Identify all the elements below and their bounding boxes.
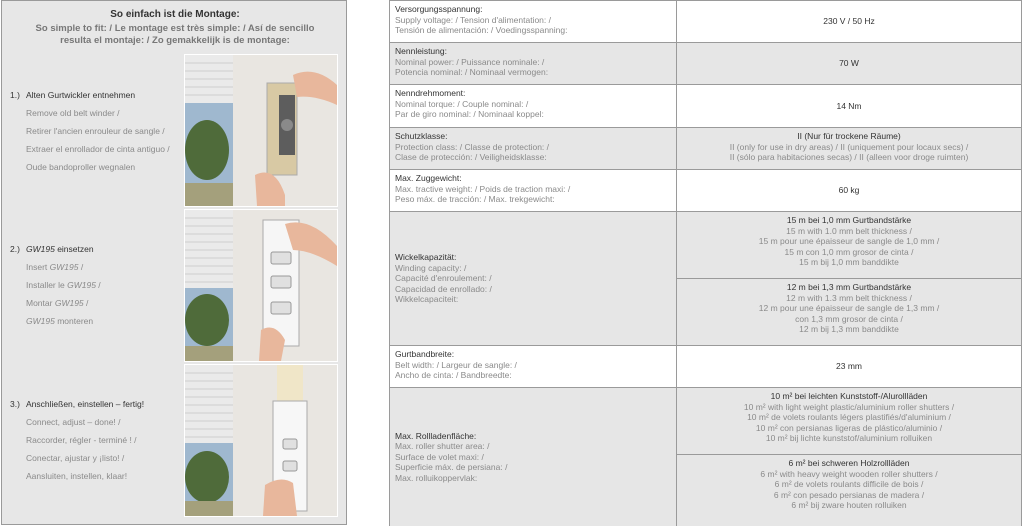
step-2 — [10, 240, 101, 330]
spec-label — [390, 1, 677, 42]
spec-label — [390, 128, 677, 169]
step-translation: Montar GW195 / — [26, 298, 89, 308]
value-translation: 10 m² bij lichte kunststof/aluminium rolluiken — [765, 433, 933, 444]
label-translation: Max. tractive weight: / Poids de traction maxi: / — [395, 183, 571, 194]
step-1 — [10, 86, 170, 176]
label-translation: Max. rolluikoppervlak: — [395, 472, 478, 483]
value-de: 10 m² bei leichten Kunststoff-/Alurollläden — [770, 391, 928, 401]
label-de: Schutzklasse: — [395, 131, 448, 141]
step-label: einsetzen — [54, 244, 94, 254]
value-translation: 15 m con 1,0 mm grosor de cinta / — [784, 246, 914, 257]
label-translation: Wikkelcapaciteit: — [395, 294, 459, 305]
value-translation: 10 m² with light weight plastic/aluminium roller shutters / — [743, 401, 955, 412]
step-number: 1.) — [10, 90, 20, 100]
step-1-photo — [184, 54, 338, 207]
spec-value: 70 W — [839, 58, 859, 69]
step-translation: Extraer el enrollador de cinta antiguo / — [26, 144, 170, 154]
spec-row-belt-width — [390, 346, 1021, 388]
spec-table — [389, 0, 1022, 526]
label-translation: Winding capacity: / — [395, 262, 467, 273]
step-translation: Conectar, ajustar y ¡listo! / — [26, 453, 125, 463]
assembly-panel — [1, 0, 347, 525]
value-translation: 12 m pour une épaisseur de sangle de 1,3 mm / — [758, 303, 940, 314]
value-translation: 15 m bij 1,0 mm banddikte — [799, 257, 899, 268]
value-translation: 12 m bij 1,3 mm banddikte — [799, 324, 899, 335]
spec-row-nominal-power — [390, 43, 1021, 85]
spec-value-winding-1mm — [677, 212, 1021, 279]
subtitle-line: So simple to fit: / Le montage est très simple: / Así de sencillo — [35, 23, 315, 34]
step-label: Alten Gurtwickler entnehmen — [26, 90, 136, 100]
step-translation: Insert GW195 / — [26, 262, 84, 272]
label-translation: Superficie máx. de persiana: / — [395, 462, 508, 473]
label-translation: Nominal power: / Puissance nominale: / — [395, 56, 545, 67]
spec-row-protection-class — [390, 128, 1021, 170]
assembly-title: So einfach ist die Montage: — [110, 9, 240, 20]
value-translation: 10 m² con persianas ligeras de plástico/aluminio / — [755, 422, 943, 433]
step-translation: Connect, adjust – done! / — [26, 417, 121, 427]
spec-label — [390, 388, 677, 526]
spec-value — [677, 131, 1021, 163]
step-2-photo — [184, 209, 338, 362]
label-translation: Capacité d'enroulement: / — [395, 273, 492, 284]
step-translation: Installer le GW195 / — [26, 280, 101, 290]
value-translation: II (only for use in dry areas) / II (uniquement pour locaux secs) / — [729, 141, 969, 152]
label-translation: Max. roller shutter area: / — [395, 441, 490, 452]
label-de: Nenndrehmoment: — [395, 88, 466, 98]
step-translation: Raccorder, régler - terminé ! / — [26, 435, 137, 445]
label-de: Wickelkapazität: — [395, 252, 457, 263]
value-translation: 12 m with 1.3 mm belt thickness / — [786, 292, 912, 303]
spec-value: 230 V / 50 Hz — [823, 16, 875, 27]
label-translation: Belt width: / Largeur de sangle: / — [395, 359, 517, 370]
spec-value: 23 mm — [836, 361, 862, 372]
spec-row-max-shutter-area — [390, 388, 1021, 526]
value-translation: 15 m pour une épaisseur de sangle de 1,0 mm / — [758, 236, 940, 247]
step-translation: Oude bandoproller wegnalen — [26, 162, 136, 172]
label-translation: Tensión de alimentación: / Voedingsspanning: — [395, 25, 568, 36]
value-translation: 10 m² de volets roulants légers plastifiés/d'aluminium / — [747, 412, 951, 423]
label-translation: Clase de protección: / Veiligheidsklasse: — [395, 152, 547, 163]
spec-label — [390, 170, 677, 211]
spec-value: 14 Nm — [836, 100, 862, 111]
spec-value-area-heavy — [677, 455, 1021, 526]
step-translation: Retirer l'ancien enrouleur de sangle / — [26, 126, 165, 136]
label-translation: Capacidad de enrollado: / — [395, 283, 492, 294]
label-translation: Potencia nominal: / Nominaal vermogen: — [395, 67, 549, 78]
label-translation: Nominal torque: / Couple nominal: / — [395, 98, 529, 109]
spec-label — [390, 346, 677, 387]
assembly-subtitle — [2, 23, 348, 47]
spec-label — [390, 212, 677, 345]
step-number: 3.) — [10, 399, 20, 409]
value-translation: 15 m with 1.0 mm belt thickness / — [786, 225, 912, 236]
spec-value: 60 kg — [838, 185, 860, 196]
label-translation: Par de giro nominal: / Nominaal koppel: — [395, 109, 544, 120]
spec-value-area-light — [677, 388, 1021, 455]
value-translation: II (sólo para habitaciones secas) / II (alleen voor droge ruimten) — [729, 152, 969, 163]
label-de: Versorgungsspannung: — [395, 4, 483, 14]
step-translation: GW195 monteren — [26, 316, 94, 326]
step-label: Anschließen, einstellen – fertig! — [26, 399, 145, 409]
label-de: Gurtbandbreite: — [395, 349, 455, 359]
label-translation: Ancho de cinta: / Bandbreedte: — [395, 370, 512, 381]
spec-row-max-tractive-weight — [390, 170, 1021, 212]
spec-value-winding-1-3mm — [677, 279, 1021, 346]
step-3 — [10, 395, 144, 485]
label-translation: Protection class: / Classe de protection: / — [395, 141, 550, 152]
value-de: 6 m² bei schweren Holzrollläden — [788, 458, 910, 468]
label-translation: Peso máx. de tracción: / Max. trekgewicht: — [395, 194, 555, 205]
spec-row-nominal-torque — [390, 85, 1021, 128]
step-translation: Remove old belt winder / — [26, 108, 120, 118]
model-name: GW195 — [26, 244, 55, 254]
subtitle-line: resulta el montaje: / Zo gemakkelijk is de montage: — [60, 35, 290, 46]
value-translation: 6 m² with heavy weight wooden roller shutters / — [760, 468, 938, 479]
step-3-photo — [184, 364, 338, 517]
label-de: Max. Zuggewicht: — [395, 173, 462, 183]
value-de: 12 m bei 1,3 mm Gurtbandstärke — [786, 282, 912, 292]
value-translation: 6 m² con pesado persianas de madera / — [773, 489, 925, 500]
label-translation: Surface de volet maxi: / — [395, 451, 484, 462]
value-translation: 6 m² de volets roulants difficile de bois / — [774, 479, 924, 490]
step-translation: Aansluiten, instellen, klaar! — [26, 471, 128, 481]
label-de: Nennleistung: — [395, 46, 447, 56]
spec-label — [390, 85, 677, 127]
spec-row-supply-voltage — [390, 1, 1021, 43]
spec-row-winding-capacity — [390, 212, 1021, 346]
value-de: II (Nur für trockene Räume) — [797, 131, 901, 141]
value-translation: 6 m² bij zware houten rolluiken — [791, 500, 907, 511]
label-de: Max. Rollladenfläche: — [395, 430, 477, 441]
value-de: 15 m bei 1,0 mm Gurtbandstärke — [786, 215, 912, 225]
spec-label — [390, 43, 677, 84]
label-translation: Supply voltage: / Tension d'alimentation: / — [395, 14, 551, 25]
value-translation: con 1,3 mm grosor de cinta / — [795, 313, 903, 324]
step-number: 2.) — [10, 244, 20, 254]
